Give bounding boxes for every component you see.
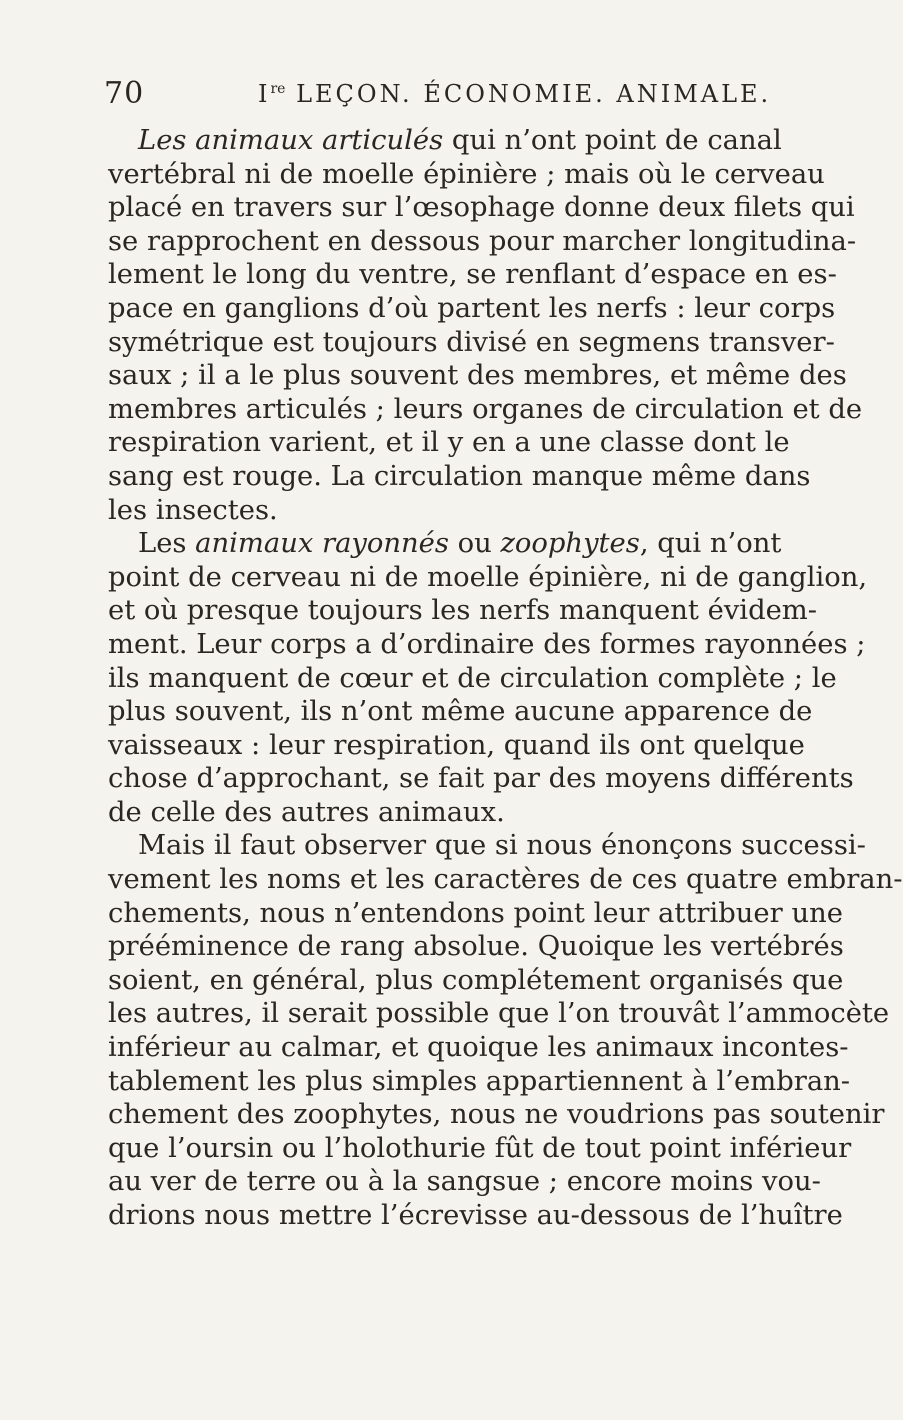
text-line (108, 762, 854, 796)
text-run: ils manquent de cœur et de circulation complète ; le (108, 662, 837, 694)
text-run: inférieur au calmar, et quoique les animaux incontes- (108, 1032, 849, 1064)
text-run: les autres, il serait possible que l’on trouvât l’ammocète (108, 998, 890, 1030)
running-title (258, 80, 771, 108)
text-line (108, 225, 857, 259)
text-line (108, 796, 766, 830)
text-line (108, 1199, 843, 1233)
text-line (108, 158, 825, 192)
text-line (108, 695, 813, 729)
text-line (108, 191, 855, 225)
page-number: 70 (104, 76, 145, 111)
text-line (108, 460, 811, 494)
text-line (108, 124, 782, 158)
text-line (108, 628, 866, 662)
paragraph (108, 829, 903, 1232)
text-line (108, 829, 866, 863)
text-line (108, 1098, 885, 1132)
text-line (108, 729, 805, 763)
text-line (108, 863, 903, 897)
text-run: chements, nous n’entendons point leur attribuer une (108, 897, 843, 929)
text-line (108, 1065, 851, 1099)
text-line (108, 292, 836, 326)
text-run: au ver de terre ou à la sangsue ; encore moins vou- (108, 1166, 821, 1198)
text-run: soient, en général, plus complétement organisés que (108, 964, 844, 996)
text-run: placé en travers sur l’œsophage donne deux filets qui (108, 192, 855, 224)
text-line (108, 1132, 852, 1166)
text-run: qui n’ont point de canal (443, 125, 782, 156)
text-run: de celle des autres animaux. (108, 796, 505, 828)
text-run: prééminence de rang absolue. Quoique les vertébrés (108, 931, 844, 963)
lesson-ordinal: I (258, 80, 271, 108)
text-line (108, 997, 890, 1031)
text-run: pace en ganglions d’où partent les nerfs : leur corps (108, 292, 836, 324)
text-run: ment. Leur corps a d’ordinaire des formes rayonnées ; (108, 628, 866, 660)
paragraph (108, 527, 868, 829)
text-run: chement des zoophytes, nous ne voudrions pas soutenir (108, 1099, 885, 1131)
text-run: vertébral ni de moelle épinière ; mais où le cerveau (108, 158, 825, 190)
text-run: les insectes. (108, 494, 278, 526)
text-line (108, 1031, 849, 1065)
text-line (108, 561, 868, 595)
text-run: drions nous mettre l’écrevisse au-dessous de l’huître (108, 1200, 843, 1231)
text-run: tablement les plus simples appartiennent à l’embran- (108, 1065, 851, 1097)
italic-term: zoophytes (500, 528, 640, 560)
text-run: vaisseaux : leur respiration, quand ils ont quelque (108, 729, 805, 761)
text-run: point de cerveau ni de moelle épinière, ni de ganglion, (108, 561, 868, 593)
text-line (108, 359, 847, 393)
page-header (104, 76, 772, 116)
text-line (108, 326, 835, 360)
text-run: membres articulés ; leurs organes de circulation et de (108, 393, 863, 425)
body-text (108, 124, 903, 1233)
text-line (108, 930, 844, 964)
text-line (108, 393, 863, 427)
text-run: et où presque toujours les nerfs manquent évidem- (108, 595, 818, 627)
text-run: Les (138, 528, 196, 560)
italic-term: animaux rayonnés (195, 528, 449, 560)
text-line (108, 1165, 821, 1199)
text-line (108, 527, 782, 561)
text-run: lement le long du ventre, se renflant d’espace en es- (108, 259, 837, 291)
text-run: plus souvent, ils n’ont même aucune apparence de (108, 696, 813, 728)
italic-term: Les animaux articulés (138, 125, 444, 156)
text-line (108, 662, 837, 696)
text-run: Mais il faut observer que si nous énonçons successi- (138, 830, 866, 862)
text-line (108, 964, 844, 998)
text-line (108, 258, 837, 292)
text-run: saux ; il a le plus souvent des membres, et même des (108, 360, 847, 392)
lesson-ordinal-superscript: re (270, 81, 286, 97)
text-line (108, 426, 790, 460)
paragraph (108, 124, 863, 527)
text-line (108, 494, 766, 528)
text-run: vement les noms et les caractères de ces quatre embran- (108, 864, 903, 896)
text-line (108, 897, 843, 931)
text-run: symétrique est toujours divisé en segmens transver- (108, 326, 835, 358)
text-run: chose d’approchant, se fait par des moyens différents (108, 763, 854, 795)
text-run: se rapprochent en dessous pour marcher longitudina- (108, 225, 857, 257)
running-title-text: LEÇON. ÉCONOMIE. ANIMALE. (285, 80, 772, 108)
text-run: ou (448, 528, 501, 560)
text-line (108, 594, 818, 628)
text-run: sang est rouge. La circulation manque même dans (108, 460, 811, 492)
text-run: respiration varient, et il y en a une classe dont le (108, 427, 790, 459)
text-run: que l’oursin ou l’holothurie fût de tout point inférieur (108, 1132, 852, 1164)
text-run: , qui n’ont (639, 528, 782, 560)
